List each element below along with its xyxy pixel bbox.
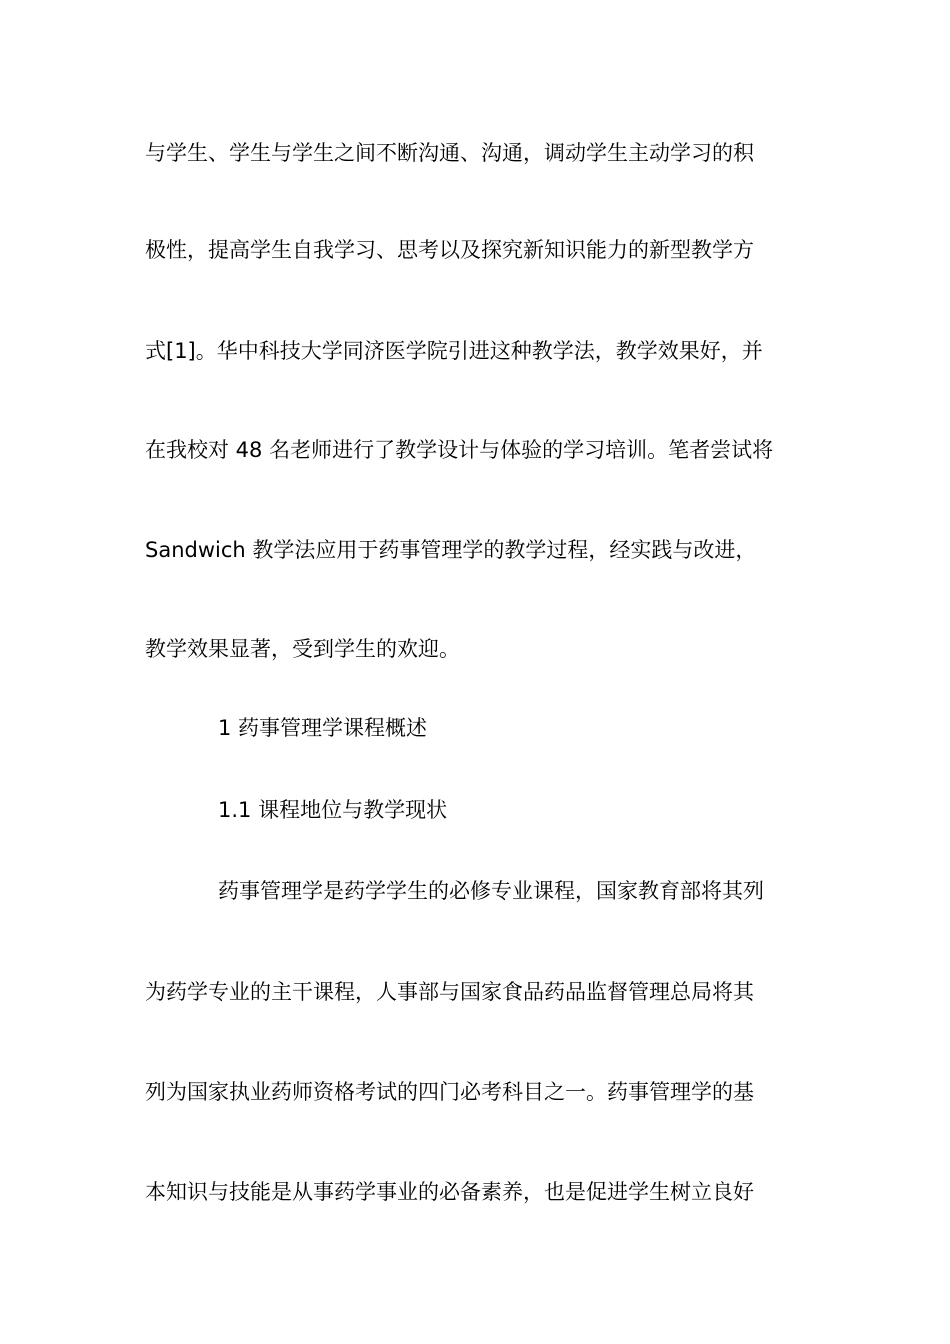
text-line-4: 在我校对 48 名老师进行了教学设计与体验的学习培训。笔者尝试将 [145, 438, 774, 462]
text-line-5: Sandwich 教学法应用于药事管理学的教学过程，经实践与改进， [145, 538, 757, 562]
text-line-1: 与学生、学生与学生之间不断沟通、沟通，调动学生主动学习的积 [145, 141, 754, 165]
text-line-2: 极性，提高学生自我学习、思考以及探究新知识能力的新型教学方 [145, 238, 754, 262]
paragraph-line-4: 本知识与技能是从事药学事业的必备素养，也是促进学生树立良好 [145, 1180, 754, 1204]
section-heading-1-1: 1.1 课程地位与教学现状 [218, 798, 448, 822]
text-line-6: 教学效果显著，受到学生的欢迎。 [145, 637, 460, 661]
paragraph-line-2: 为药学专业的主干课程，人事部与国家食品药品监督管理总局将其 [145, 980, 754, 1004]
text-line-3: 式[1]。华中科技大学同济医学院引进这种教学法，教学效果好，并 [145, 339, 763, 363]
paragraph-line-1: 药事管理学是药学学生的必修专业课程，国家教育部将其列 [218, 879, 764, 903]
section-heading-1: 1 药事管理学课程概述 [218, 716, 428, 740]
paragraph-line-3: 列为国家执业药师资格考试的四门必考科目之一。药事管理学的基 [145, 1080, 754, 1104]
